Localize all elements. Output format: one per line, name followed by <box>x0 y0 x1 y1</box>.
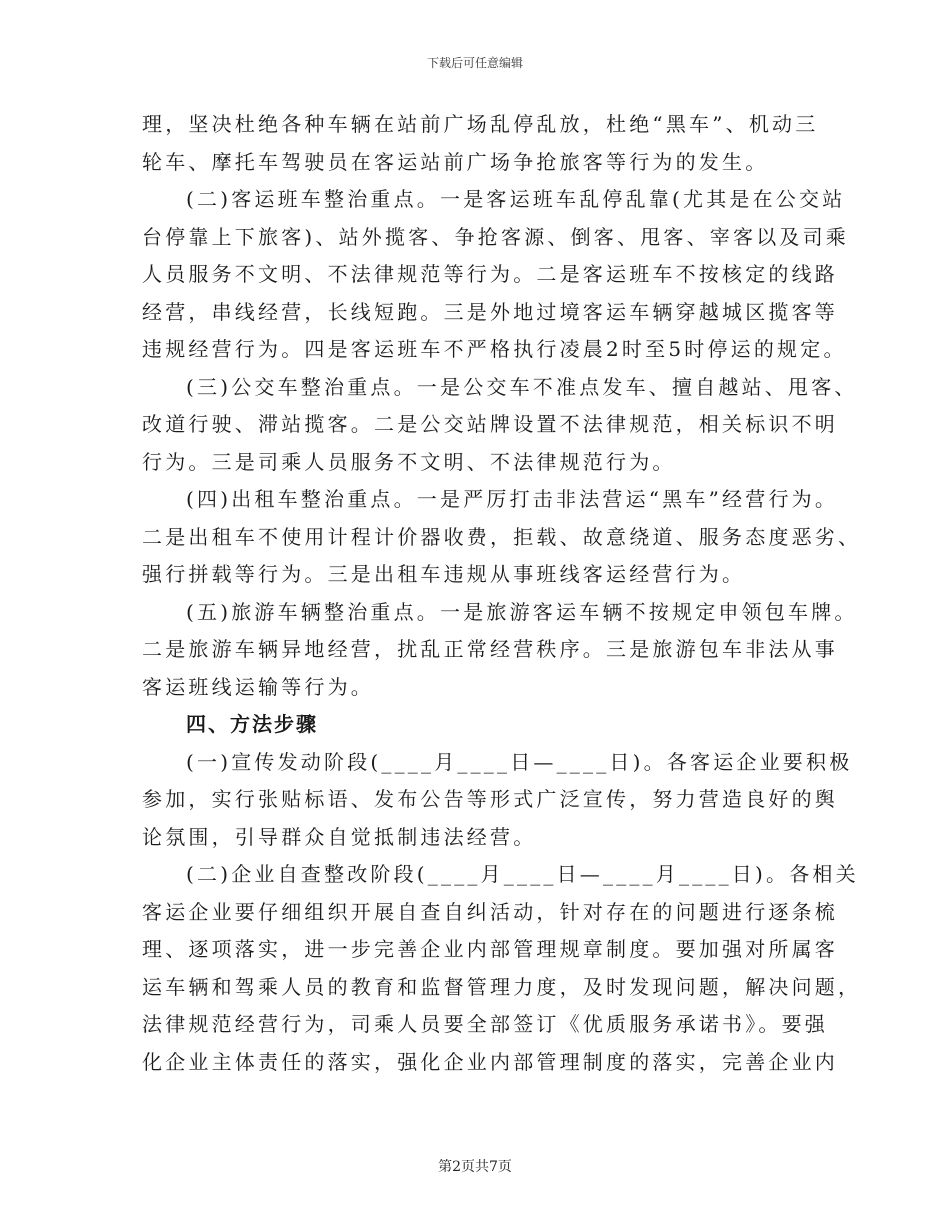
paragraph-line: (一)宣传发动阶段(____月____日—____日)。各客运企业要积极 <box>186 749 853 774</box>
section-heading: 四、方法步骤 <box>186 712 318 736</box>
header-note: 下载后可任意编辑 <box>426 56 523 70</box>
paragraph-line: 行为。三是司乘人员服务不文明、不法律规范行为。 <box>142 449 676 474</box>
paragraph-line: 二是出租车不使用计程计价器收费，拒载、故意绕道、服务态度恶劣、 <box>142 524 862 549</box>
paragraph-line: 改道行驶、滞站揽客。二是公交站牌设置不法律规范，相关标识不明 <box>142 412 838 436</box>
paragraph-line: 违规经营行为。四是客运班车不严格执行凌晨2时至5时停运的规定。 <box>142 337 847 361</box>
paragraph-line: 化企业主体责任的落实，强化企业内部管理制度的落实，完善企业内 <box>142 1049 838 1074</box>
paragraph-line: 运车辆和驾乘人员的教育和监督管理力度，及时发现问题，解决问题， <box>142 974 862 999</box>
paragraph-line: (四)出租车整治重点。一是严厉打击非法营运“黑车”经营行为。 <box>186 487 839 511</box>
paragraph-line: 人员服务不文明、不法律规范等行为。二是客运班车不按核定的线路 <box>142 262 838 286</box>
paragraph-line: 理、逐项落实，进一步完善企业内部管理规章制度。要加强对所属客 <box>142 937 838 961</box>
paragraph-line: 经营，串线经营，长线短跑。三是外地过境客运车辆穿越城区揽客等 <box>142 299 838 324</box>
paragraph-line: 台停靠上下旅客)、站外揽客、争抢客源、倒客、甩客、宰客以及司乘 <box>142 224 850 249</box>
document-body <box>142 106 862 1081</box>
paragraph-line: (三)公交车整治重点。一是公交车不准点发车、擅自越站、甩客、 <box>186 374 858 399</box>
paragraph-line: 强行拼载等行为。三是出租车违规从事班线客运经营行为。 <box>142 562 746 586</box>
paragraph-line: 参加，实行张贴标语、发布公告等形式广泛宣传，努力营造良好的舆 <box>142 787 838 811</box>
paragraph-line: 客运班线运输等行为。 <box>142 674 374 699</box>
paragraph-line: 客运企业要仔细组织开展自查自纠活动，针对存在的问题进行逐条梳 <box>142 899 838 924</box>
paragraph-line: 二是旅游车辆异地经营，扰乱正常经营秩序。三是旅游包车非法从事 <box>142 637 838 661</box>
paragraph-line: 轮车、摩托车驾驶员在客运站前广场争抢旅客等行为的发生。 <box>142 149 769 174</box>
page-number: 第2页共7页 <box>438 1159 512 1175</box>
paragraph-line: (二)企业自查整改阶段(____月____日—____月____日)。各相关 <box>186 862 859 886</box>
paragraph-line: (二)客运班车整治重点。一是客运班车乱停乱靠(尤其是在公交站 <box>186 187 846 211</box>
paragraph-line: 理，坚决杜绝各种车辆在站前广场乱停乱放，杜绝“黑车”、机动三 <box>142 112 819 136</box>
paragraph-line: 论氛围，引导群众自觉抵制违法经营。 <box>142 824 537 849</box>
paragraph-line: (五)旅游车辆整治重点。一是旅游客运车辆不按规定申领包车牌。 <box>186 599 858 624</box>
paragraph-line: 法律规范经营行为，司乘人员要全部签订《优质服务承诺书》。要强 <box>142 1012 828 1036</box>
